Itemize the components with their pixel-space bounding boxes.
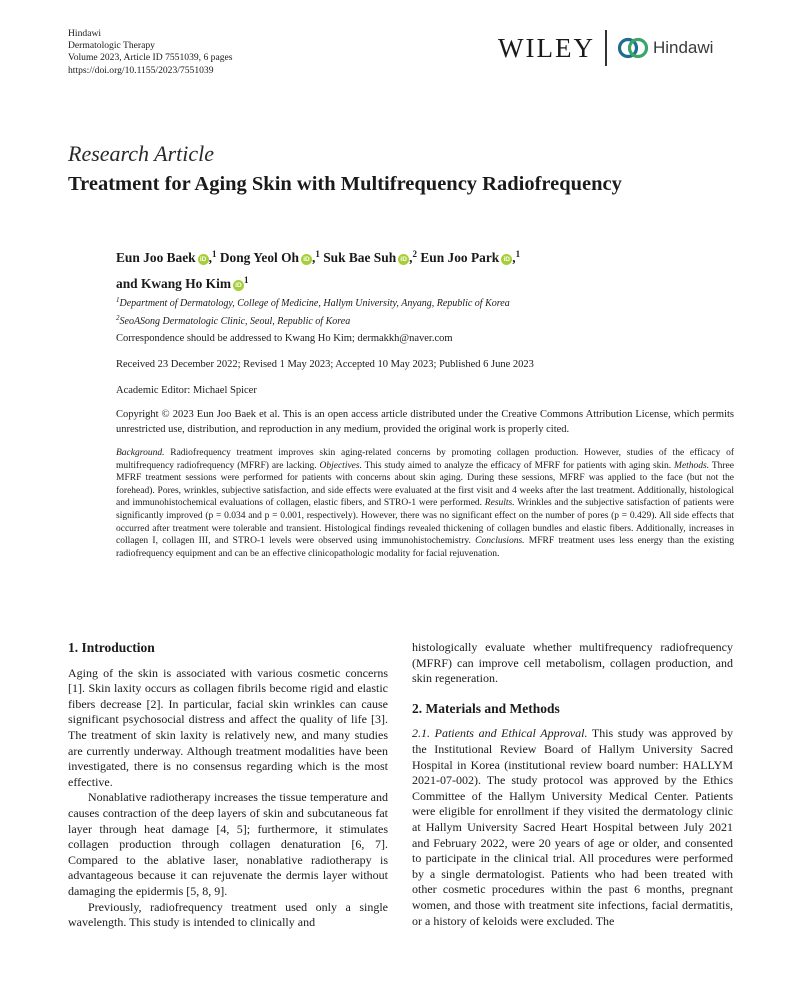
publisher-brand <box>498 28 713 68</box>
journal-meta <box>68 28 233 77</box>
author-connector: and <box>116 276 138 291</box>
hindawi-logo-icon <box>617 36 649 60</box>
abstract-label: Conclusions. <box>475 536 525 547</box>
abstract-text: This study aimed to analyze the efficacy of MFRF for patients with aging skin. <box>364 460 672 471</box>
author-name: Eun Joo Baek <box>116 250 196 265</box>
article-title: Treatment for Aging Skin with Multifrequency Radiofrequency <box>68 173 622 195</box>
right-column <box>412 640 733 929</box>
abstract-text: MFRF treatment uses less energy than the existing radiofrequency equipment and can be an effective clinicopathologic modality for facial rejuvenation. <box>116 536 735 559</box>
article-type: Research Article <box>68 141 215 166</box>
orcid-icon[interactable]: iD <box>301 254 312 265</box>
orcid-icon[interactable]: iD <box>398 254 409 265</box>
hindawi-wordmark: Hindawi <box>652 38 714 57</box>
copyright-notice: Copyright © 2023 Eun Joo Baek et al. This is an open access article distributed under the Creative Commons Attribution License, which permits unrestricted use, distribution, and reproduction in any medium, provided the original work is properly cited. <box>116 409 734 435</box>
orcid-icon[interactable]: iD <box>501 254 512 265</box>
orcid-icon[interactable]: iD <box>198 254 209 265</box>
journal-doi-link[interactable]: https://doi.org/10.1155/2023/7551039 <box>68 64 214 76</box>
author-name: Kwang Ho Kim <box>140 276 231 291</box>
abstract-text: Three MFRF treatment sessions were performed for patients with concerns about skin aging. During these sessions, MFRF was applied to the face (but not the forehead). Pores, wrinkles, subjective satisfaction, and side effects were evaluated at the first visit and 4 weeks after the last treatment. Additionally, histological and immunohistochemical evaluations of collagen, elastic fibers, and STRO-1 were performed. <box>116 460 734 509</box>
abstract-text: Wrinkles and the subjective satisfaction of patients were significantly improved (p = 0.034 and p = 0.001, respectively). However, there was no significant effect on the number of pores (p = 0.429). All side effects that occurred after treatment were tolerable and transient. Histological findings revealed thickening of collagen bundles and elastic fibers. Additionally, increases in collagen I, collagen III, and STRO-1 levels were observed using immunohistochemistry. <box>116 498 734 547</box>
section-heading: 1. Introduction <box>68 640 155 655</box>
abstract-label: Objectives. <box>319 460 362 471</box>
orcid-icon[interactable]: iD <box>233 280 244 291</box>
author-list: Eun Joo Baek iD ,$^1$ Dong Yeol Oh iD ,$^1$ Suk Bae Suh iD ,$^2$ Eun Joo Park iD ,$^1$ and Kwang Ho Kim iD$^1$ <box>116 249 521 291</box>
publication-dates: Received 23 December 2022; Revised 1 May 2023; Accepted 10 May 2023; Published 6 June 2023 <box>116 359 534 370</box>
subsection-heading: 2.1. Patients and Ethical Approval. <box>412 726 588 741</box>
abstract-label: Methods. <box>674 460 710 471</box>
author-name: Eun Joo Park <box>420 250 500 265</box>
abstract-label: Results. <box>484 498 515 509</box>
body-paragraph: Previously, radiofrequency treatment used only a single wavelength. This study is intended to clinically and <box>68 899 388 930</box>
affiliations <box>116 293 510 329</box>
journal-volume: Volume 2023, Article ID 7551039, 6 pages <box>68 52 233 64</box>
correspondence: Correspondence should be addressed to Kwang Ho Kim; dermakkh@naver.com <box>116 333 453 344</box>
brand-divider <box>605 30 607 66</box>
academic-editor: Academic Editor: Michael Spicer <box>116 385 257 396</box>
abstract <box>116 447 734 560</box>
abstract-label: Background. <box>116 448 165 458</box>
body-paragraph: histologically evaluate whether multifrequency radiofrequency (MFRF) can improve cell metabolism, collagen production, and skin regeneration. <box>412 640 733 686</box>
affiliation-item: $^1$Department of Dermatology, College of Medicine, Hallym University, Anyang, Republic of Korea <box>116 296 510 309</box>
journal-name: Dermatologic Therapy <box>68 40 155 52</box>
body-paragraph <box>412 726 733 929</box>
body-paragraph: Nonablative radiotherapy increases the tissue temperature and causes contraction of the deep layers of skin and subcutaneous fat layer through heat damage [4, 5]; furthermore, it stimulates collagen production through collagen denaturation [6, 7]. Compared to the ablative laser, nonablative radiotherapy is advantageous because it can rejuvenate the dermis layer without damaging the epidermis [5, 8, 9]. <box>68 790 388 898</box>
left-column <box>68 640 388 931</box>
publisher-name: Hindawi <box>68 28 102 39</box>
abstract-text: Radiofrequency treatment improves skin aging-related concerns by promoting collagen production. However, studies of the efficacy of multifrequency radiofrequency (MFRF) are lacking. <box>116 448 735 471</box>
affiliation-item: $^2$SeoASong Dermatologic Clinic, Seoul, Republic of Korea <box>116 314 351 327</box>
body-paragraph: Aging of the skin is associated with various cosmetic concerns [1]. Skin laxity occurs as collagen fibrils become rigid and elastic fibers decrease [2]. In particular, facial skin wrinkles can cause significant psychosocial distress and affect the quality of life [3]. The treatment of skin laxity is relatively new, and many studies are currently underway. Although treatment modalities have been investigated, there is no consensus regarding which is the most effective. <box>68 665 388 789</box>
section-heading: 2. Materials and Methods <box>412 700 560 716</box>
author-name: Dong Yeol Oh <box>219 250 299 265</box>
wiley-logo: WILEY <box>498 32 595 63</box>
author-name: Suk Bae Suh <box>323 250 397 265</box>
body-text: This study was approved by the Institutional Review Board of Hallym University Sacred Hospital in Korea (institutional review board number: HALLYM 2021-07-002). The study protocol was approved by the Ethics Committee of the Hallym University Medical Center. Patients were eligible for enrollment if they visited the dermatology clinic at Hallym University Sacred Heart Hospital between July 2021 and February 2022, were 20 years of age or older, and consented to participate in the clinical trial. All procedures were performed by a single dermatologist. Patients who had been treated with other cosmetic procedures within the past 6 months, pregnant women, and those with treatment site infections, facial dermatitis, or a history of keloids were excluded. The <box>412 726 733 928</box>
